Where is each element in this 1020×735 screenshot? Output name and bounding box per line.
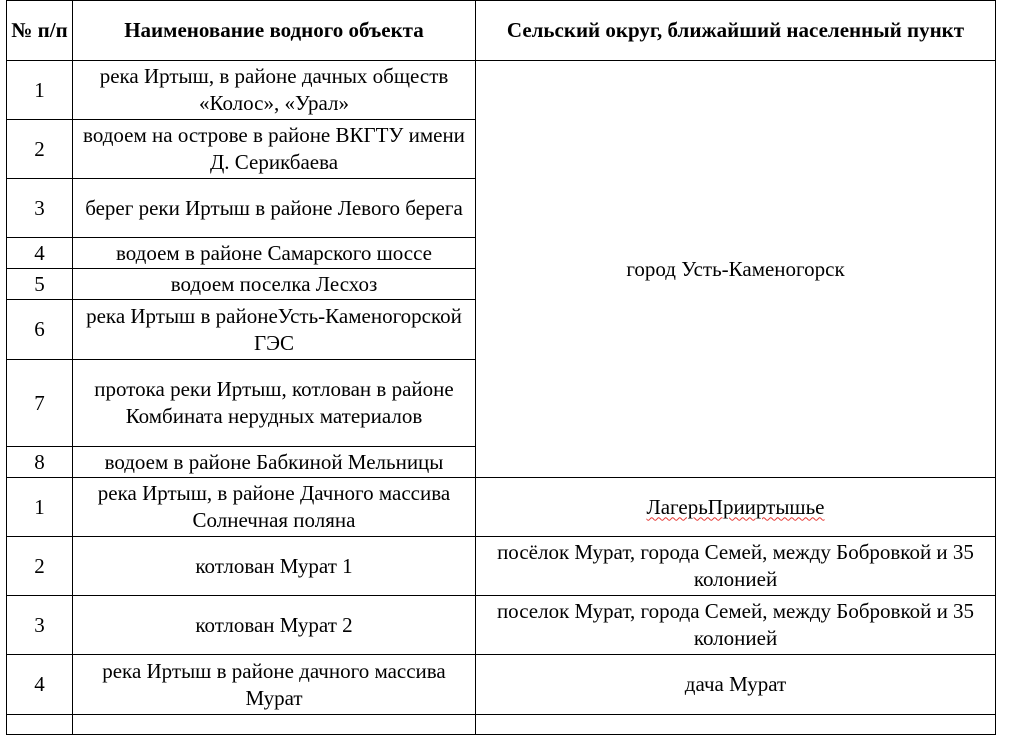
location-cell: дача Мурат [476,655,996,715]
row-number: 3 [7,179,73,238]
water-object-name: водоем в районе Самарского шоссе [73,238,476,269]
row-number: 6 [7,300,73,360]
location-cell [476,478,996,537]
row-number: 1 [7,478,73,537]
water-object-name: водоем в районе Бабкиной Мельницы [73,447,476,478]
row-number: 1 [7,61,73,120]
water-object-name: река Иртыш, в районе Дачного массива Солнечная поляна [73,478,476,537]
row-number: 2 [7,537,73,596]
water-object-name: река Иртыш в районеУсть-Каменогорской ГЭС [73,300,476,360]
row-number: 2 [7,120,73,179]
table-row [7,596,996,655]
table-row-partial [7,715,996,735]
row-number: 3 [7,596,73,655]
header-location: Сельский округ, ближайший населенный пункт [476,1,996,61]
header-row [7,1,996,61]
table-row [7,61,996,120]
row-number: 8 [7,447,73,478]
water-object-name: котлован Мурат 1 [73,537,476,596]
header-num: № п/п [7,1,73,61]
water-object-name: котлован Мурат 2 [73,596,476,655]
row-number: 7 [7,360,73,447]
water-object-name: берег реки Иртыш в районе Левого берега [73,179,476,238]
water-object-name: водоем поселка Лесхоз [73,269,476,300]
water-object-name: река Иртыш, в районе дачных обществ «Колос», «Урал» [73,61,476,120]
location-text: ЛагерьПрииртышье [646,494,825,519]
location-text: город Усть-Каменогорск [626,256,845,281]
location-cell: посёлок Мурат, города Семей, между Бобровкой и 35 колонией [476,537,996,596]
header-name: Наименование водного объекта [73,1,476,61]
table-row [7,655,996,715]
row-number: 4 [7,655,73,715]
table-row [7,537,996,596]
water-object-name: река Иртыш в районе дачного массива Мурат [73,655,476,715]
row-number: 5 [7,269,73,300]
location-cell [476,61,996,478]
water-object-name: водоем на острове в районе ВКГТУ имени Д. Серикбаева [73,120,476,179]
row-number: 4 [7,238,73,269]
water-object-name: протока реки Иртыш, котлован в районе Комбината нерудных материалов [73,360,476,447]
table-row [7,478,996,537]
location-cell: поселок Мурат, города Семей, между Бобровкой и 35 колонией [476,596,996,655]
water-objects-table [6,0,996,735]
